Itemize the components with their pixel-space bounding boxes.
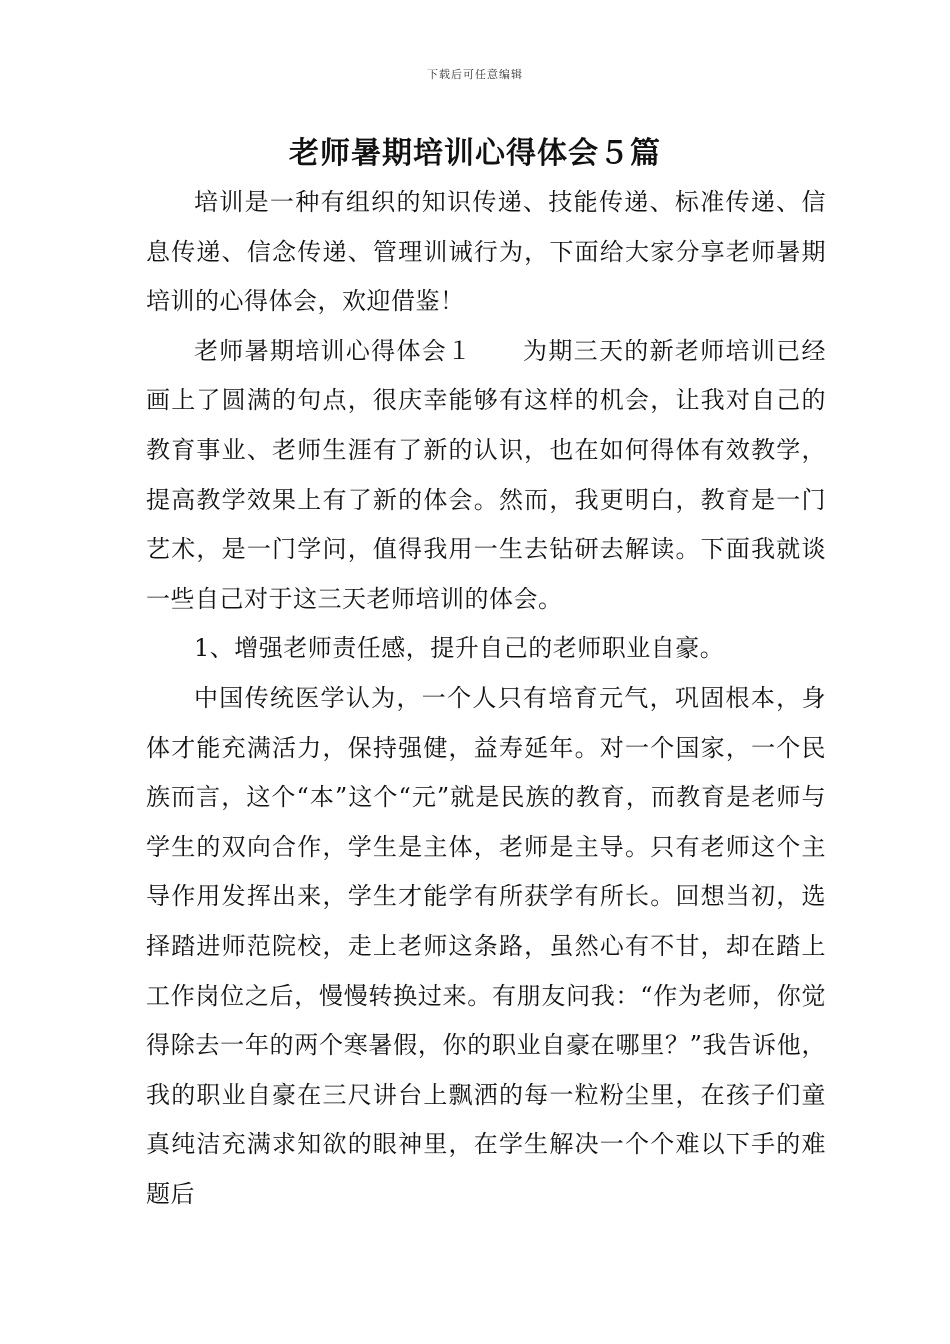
header-note: 下载后可任意编辑 (427, 68, 523, 81)
paragraph-point-1: 1、增强老师责任感，提升自己的老师职业自豪。 (194, 634, 725, 663)
document-body (146, 178, 826, 1219)
document-title: 老师暑期培训心得体会５篇 (289, 136, 661, 171)
paragraph-essay-1: 老师暑期培训心得体会１ 为期三天的新老师培训已经画上了圆满的句点，很庆幸能够有这样的机会，让我对自己的教育事业、老师生涯有了新的认识，也在如何得体有效教学，提高教学效果上有了新的体会。然而，我更明白，教育是一门艺术，是一门学问，值得我用一生去钻研去解读。下面我就谈一些自己对于这三天老师培训的体会。 (146, 336, 826, 613)
paragraph-intro: 培训是一种有组织的知识传递、技能传递、标准传递、信息传递、信念传递、管理训诫行为，下面给大家分享老师暑期培训的心得体会，欢迎借鉴！ (146, 188, 826, 316)
paragraph-body: 中国传统医学认为，一个人只有培育元气，巩固根本，身体才能充满活力，保持强健，益寿延年。对一个国家，一个民族而言，这个“本”这个“元”就是民族的教育，而教育是老师与学生的双向合作，学生是主体，老师是主导。只有老师这个主导作用发挥出来，学生才能学有所获学有所长。回想当初，选择踏进师范院校，走上老师这条路，虽然心有不甘，却在踏上工作岗位之后，慢慢转换过来。有朋友问我：“作为老师，你觉得除去一年的两个寒暑假，你的职业自豪在哪里？”我告诉他，我的职业自豪在三尺讲台上飘洒的每一粒粉尘里，在孩子们童真纯洁充满求知欲的眼神里，在学生解决一个个难以下手的难题后 (146, 683, 826, 1208)
